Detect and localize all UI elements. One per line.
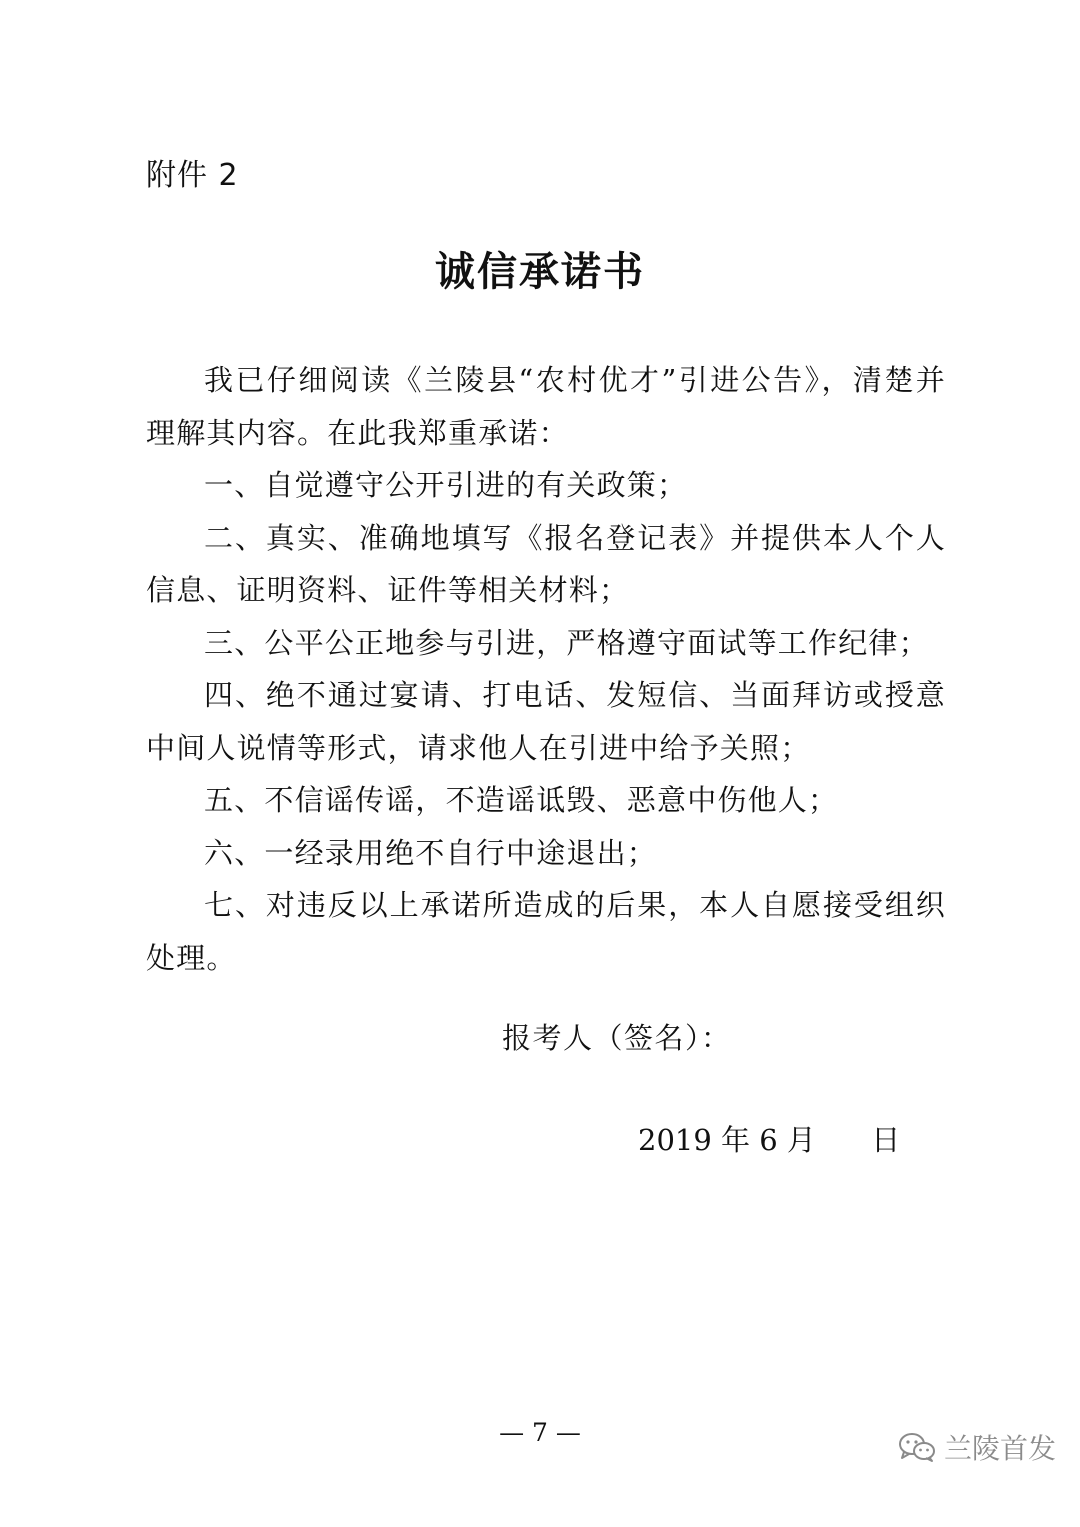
signature-label: 报考人（签名）： <box>502 1021 732 1055</box>
date-line: 2019 年 6 月 日 <box>638 1123 901 1157</box>
paragraph-item-6: 六、一经录用绝不自行中途退出； <box>204 835 658 870</box>
watermark-text: 兰陵首发 <box>944 1432 1057 1465</box>
paragraph-item-4: 四、绝不通过宴请、打电话、发短信、当面拜访或授意中间人说情等形式，请求他人在引进中给予关照； <box>146 678 946 765</box>
paragraph-item-3: 三、公平公正地参与引进，严格遵守面试等工作纪律； <box>204 625 929 660</box>
attachment-label: 附件 2 <box>146 158 239 193</box>
paragraph-item-1: 一、自觉遵守公开引进的有关政策； <box>204 468 688 502</box>
paragraph-item-5: 五、不信谣传谣，不造谣诋毁、恶意中伤他人； <box>204 783 839 817</box>
document-title: 诚信承诺书 <box>435 249 645 295</box>
document-body <box>146 354 946 984</box>
paragraph-item-2: 二、真实、准确地填写《报名登记表》并提供本人个人信息、证明资料、证件等相关材料； <box>146 520 946 607</box>
wechat-icon <box>898 1431 936 1463</box>
watermark <box>898 1427 1056 1467</box>
page-number: — 7 — <box>499 1418 581 1447</box>
paragraph-item-7: 七、对违反以上承诺所造成的后果，本人自愿接受组织处理。 <box>146 888 946 975</box>
paragraph-intro: 我已仔细阅读《兰陵县“农村优才”引进公告》，清楚并理解其内容。在此我郑重承诺： <box>146 363 946 450</box>
